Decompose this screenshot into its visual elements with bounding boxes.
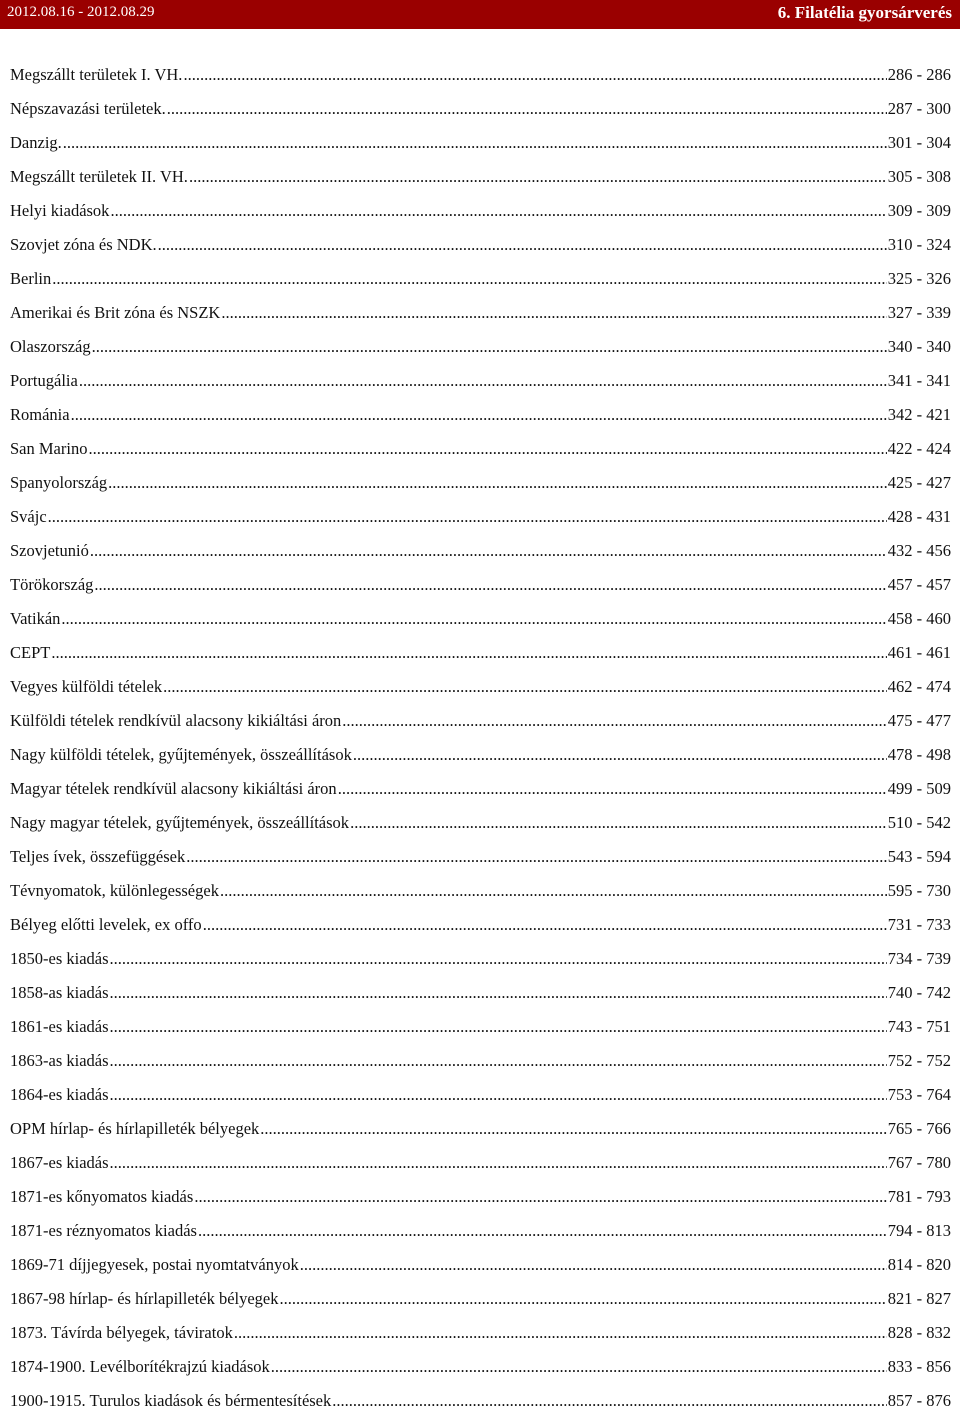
toc-entry-pages: 340 - 340 — [887, 337, 951, 356]
toc-entry-label: Megszállt területek I. VH. — [10, 65, 183, 84]
toc-entry-pages: 543 - 594 — [887, 847, 951, 866]
dot-leader — [90, 541, 887, 561]
toc-entry-label: 1861-es kiadás — [10, 1017, 109, 1036]
toc-entry-pages: 794 - 813 — [887, 1221, 951, 1240]
toc-entry-label: CEPT — [10, 643, 51, 662]
toc-entry-label: Spanyolország — [10, 473, 108, 492]
toc-entry-pages: 458 - 460 — [887, 609, 951, 628]
toc-entry-label: 1871-es kőnyomatos kiadás — [10, 1187, 194, 1206]
toc-entry-pages: 327 - 339 — [887, 303, 951, 322]
toc-entry-pages: 814 - 820 — [887, 1255, 951, 1274]
toc-entry-label: Magyar tételek rendkívül alacsony kikiáltási áron — [10, 779, 337, 798]
toc-entry-pages: 310 - 324 — [887, 235, 951, 254]
dot-leader — [51, 643, 886, 663]
dot-leader — [350, 813, 887, 833]
toc-entry-pages: 767 - 780 — [887, 1153, 951, 1172]
toc-entry-pages: 287 - 300 — [887, 99, 951, 118]
dot-leader — [194, 1187, 886, 1207]
toc-entry-pages: 740 - 742 — [887, 983, 951, 1002]
toc-entry-label: Vatikán — [10, 609, 61, 628]
toc-entry-pages: 753 - 764 — [887, 1085, 951, 1104]
dot-leader — [79, 371, 887, 391]
toc-entry[interactable] — [10, 779, 951, 813]
toc-entry-pages: 462 - 474 — [887, 677, 951, 696]
toc-entry[interactable] — [10, 1153, 951, 1187]
toc-entry-label: Berlin — [10, 269, 52, 288]
header-band — [0, 0, 960, 29]
toc-entry-label: 1874-1900. Levélborítékrajzú kiadások — [10, 1357, 270, 1376]
table-of-contents — [10, 65, 951, 1425]
toc-entry[interactable] — [10, 609, 951, 643]
dot-leader — [61, 609, 886, 629]
dot-leader — [110, 1051, 887, 1071]
dot-leader — [221, 303, 886, 323]
toc-entry-pages: 781 - 793 — [887, 1187, 951, 1206]
toc-entry[interactable] — [10, 1221, 951, 1255]
dot-leader — [167, 99, 887, 119]
toc-entry-label: 1873. Távírda bélyegek, táviratok — [10, 1323, 233, 1342]
dot-leader — [271, 1357, 887, 1377]
toc-entry[interactable] — [10, 1085, 951, 1119]
toc-entry-label: 1871-es réznyomatos kiadás — [10, 1221, 197, 1240]
toc-entry[interactable] — [10, 1017, 951, 1051]
toc-entry[interactable] — [10, 1051, 951, 1085]
toc-entry-pages: 499 - 509 — [887, 779, 951, 798]
date-range: 2012.08.16 - 2012.08.29 — [7, 4, 155, 20]
toc-entry-pages: 342 - 421 — [887, 405, 951, 424]
toc-entry[interactable] — [10, 1391, 951, 1425]
toc-entry-label: Szovjetunió — [10, 541, 89, 560]
toc-entry[interactable] — [10, 133, 951, 167]
dot-leader — [110, 1153, 887, 1173]
toc-entry-label: Nagy magyar tételek, gyűjtemények, összeállítások — [10, 813, 350, 832]
toc-entry[interactable] — [10, 269, 951, 303]
toc-entry[interactable] — [10, 881, 951, 915]
toc-entry-label: 1900-1915. Turulos kiadások és bérmentesítések — [10, 1391, 332, 1410]
toc-entry-label: Olaszország — [10, 337, 91, 356]
dot-leader — [108, 473, 887, 493]
toc-entry[interactable] — [10, 575, 951, 609]
dot-leader — [63, 133, 887, 153]
toc-entry[interactable] — [10, 983, 951, 1017]
toc-entry[interactable] — [10, 643, 951, 677]
dot-leader — [48, 507, 887, 527]
dot-leader — [260, 1119, 886, 1139]
toc-entry[interactable] — [10, 303, 951, 337]
toc-entry-label: Románia — [10, 405, 70, 424]
toc-entry[interactable] — [10, 99, 951, 133]
toc-entry-pages: 828 - 832 — [887, 1323, 951, 1342]
toc-entry[interactable] — [10, 65, 951, 99]
toc-entry-pages: 743 - 751 — [887, 1017, 951, 1036]
toc-entry-label: Szovjet zóna és NDK. — [10, 235, 157, 254]
dot-leader — [342, 711, 886, 731]
toc-entry[interactable] — [10, 201, 951, 235]
toc-entry-pages: 286 - 286 — [887, 65, 951, 84]
toc-entry-label: 1867-98 hírlap- és hírlapilleték bélyegek — [10, 1289, 279, 1308]
dot-leader — [71, 405, 887, 425]
toc-entry[interactable] — [10, 677, 951, 711]
toc-entry[interactable] — [10, 507, 951, 541]
dot-leader — [110, 949, 887, 969]
dot-leader — [88, 439, 886, 459]
toc-entry-pages: 425 - 427 — [887, 473, 951, 492]
toc-entry-label: Nagy külföldi tételek, gyűjtemények, összeállítások — [10, 745, 352, 764]
toc-entry-pages: 325 - 326 — [887, 269, 951, 288]
toc-entry-pages: 734 - 739 — [887, 949, 951, 968]
toc-entry-label: 1863-as kiadás — [10, 1051, 109, 1070]
toc-entry-label: Helyi kiadások — [10, 201, 110, 220]
toc-entry[interactable] — [10, 371, 951, 405]
dot-leader — [94, 575, 886, 595]
toc-entry-pages: 752 - 752 — [887, 1051, 951, 1070]
toc-entry-pages: 765 - 766 — [887, 1119, 951, 1138]
toc-entry-label: OPM hírlap- és hírlapilleték bélyegek — [10, 1119, 260, 1138]
toc-entry[interactable] — [10, 337, 951, 371]
toc-entry[interactable] — [10, 235, 951, 269]
toc-entry-label: Teljes ívek, összefüggések — [10, 847, 186, 866]
toc-entry-pages: 857 - 876 — [887, 1391, 951, 1410]
toc-entry-label: Népszavazási területek. — [10, 99, 166, 118]
dot-leader — [110, 1085, 887, 1105]
toc-entry-pages: 309 - 309 — [887, 201, 951, 220]
toc-entry-pages: 301 - 304 — [887, 133, 951, 152]
dot-leader — [110, 983, 887, 1003]
toc-entry[interactable] — [10, 473, 951, 507]
dot-leader — [332, 1391, 886, 1411]
dot-leader — [183, 65, 886, 85]
dot-leader — [158, 235, 887, 255]
toc-entry[interactable] — [10, 405, 951, 439]
toc-entry[interactable] — [10, 1187, 951, 1221]
toc-entry[interactable] — [10, 813, 951, 847]
toc-entry-label: Megszállt területek II. VH. — [10, 167, 188, 186]
toc-entry-pages: 478 - 498 — [887, 745, 951, 764]
toc-entry[interactable] — [10, 1255, 951, 1289]
dot-leader — [52, 269, 887, 289]
toc-entry-pages: 595 - 730 — [887, 881, 951, 900]
toc-entry-label: San Marino — [10, 439, 88, 458]
toc-entry[interactable] — [10, 1323, 951, 1357]
toc-entry-label: Portugália — [10, 371, 78, 390]
toc-entry-pages: 475 - 477 — [887, 711, 951, 730]
toc-entry-pages: 833 - 856 — [887, 1357, 951, 1376]
toc-entry-label: 1867-es kiadás — [10, 1153, 109, 1172]
toc-entry-pages: 432 - 456 — [887, 541, 951, 560]
toc-entry[interactable] — [10, 167, 951, 201]
toc-entry-label: 1869-71 díjjegyesek, postai nyomtatványok — [10, 1255, 299, 1274]
dot-leader — [198, 1221, 887, 1241]
toc-entry[interactable] — [10, 949, 951, 983]
toc-entry-label: Külföldi tételek rendkívül alacsony kikiáltási áron — [10, 711, 342, 730]
toc-entry-pages: 731 - 733 — [887, 915, 951, 934]
toc-entry[interactable] — [10, 541, 951, 575]
toc-entry[interactable] — [10, 1357, 951, 1391]
dot-leader — [234, 1323, 887, 1343]
dot-leader — [110, 1017, 887, 1037]
toc-entry[interactable] — [10, 915, 951, 949]
toc-entry-label: 1858-as kiadás — [10, 983, 109, 1002]
dot-leader — [189, 167, 887, 187]
dot-leader — [338, 779, 887, 799]
toc-entry-label: Vegyes külföldi tételek — [10, 677, 163, 696]
toc-entry-pages: 422 - 424 — [887, 439, 951, 458]
toc-entry-pages: 457 - 457 — [887, 575, 951, 594]
toc-entry-label: Svájc — [10, 507, 47, 526]
toc-entry[interactable] — [10, 847, 951, 881]
dot-leader — [353, 745, 887, 765]
dot-leader — [300, 1255, 887, 1275]
section-title: 6. Filatélia gyorsárverés — [777, 3, 952, 22]
toc-entry-label: 1850-es kiadás — [10, 949, 109, 968]
dot-leader — [163, 677, 887, 697]
toc-entry-pages: 305 - 308 — [887, 167, 951, 186]
toc-entry[interactable] — [10, 1119, 951, 1153]
dot-leader — [92, 337, 887, 357]
toc-entry-label: Tévnyomatok, különlegességek — [10, 881, 219, 900]
toc-entry-label: Amerikai és Brit zóna és NSZK — [10, 303, 221, 322]
toc-entry[interactable] — [10, 745, 951, 779]
dot-leader — [110, 201, 886, 221]
toc-entry-pages: 510 - 542 — [887, 813, 951, 832]
toc-entry[interactable] — [10, 1289, 951, 1323]
toc-entry-label: Bélyeg előtti levelek, ex offo — [10, 915, 202, 934]
toc-entry-label: 1864-es kiadás — [10, 1085, 109, 1104]
dot-leader — [203, 915, 887, 935]
dot-leader — [186, 847, 887, 867]
toc-entry-pages: 341 - 341 — [887, 371, 951, 390]
dot-leader — [220, 881, 887, 901]
toc-entry-label: Törökország — [10, 575, 94, 594]
dot-leader — [280, 1289, 887, 1309]
toc-entry[interactable] — [10, 711, 951, 745]
toc-entry-label: Danzig. — [10, 133, 62, 152]
toc-entry-pages: 821 - 827 — [887, 1289, 951, 1308]
toc-entry[interactable] — [10, 439, 951, 473]
toc-entry-pages: 428 - 431 — [887, 507, 951, 526]
toc-entry-pages: 461 - 461 — [887, 643, 951, 662]
